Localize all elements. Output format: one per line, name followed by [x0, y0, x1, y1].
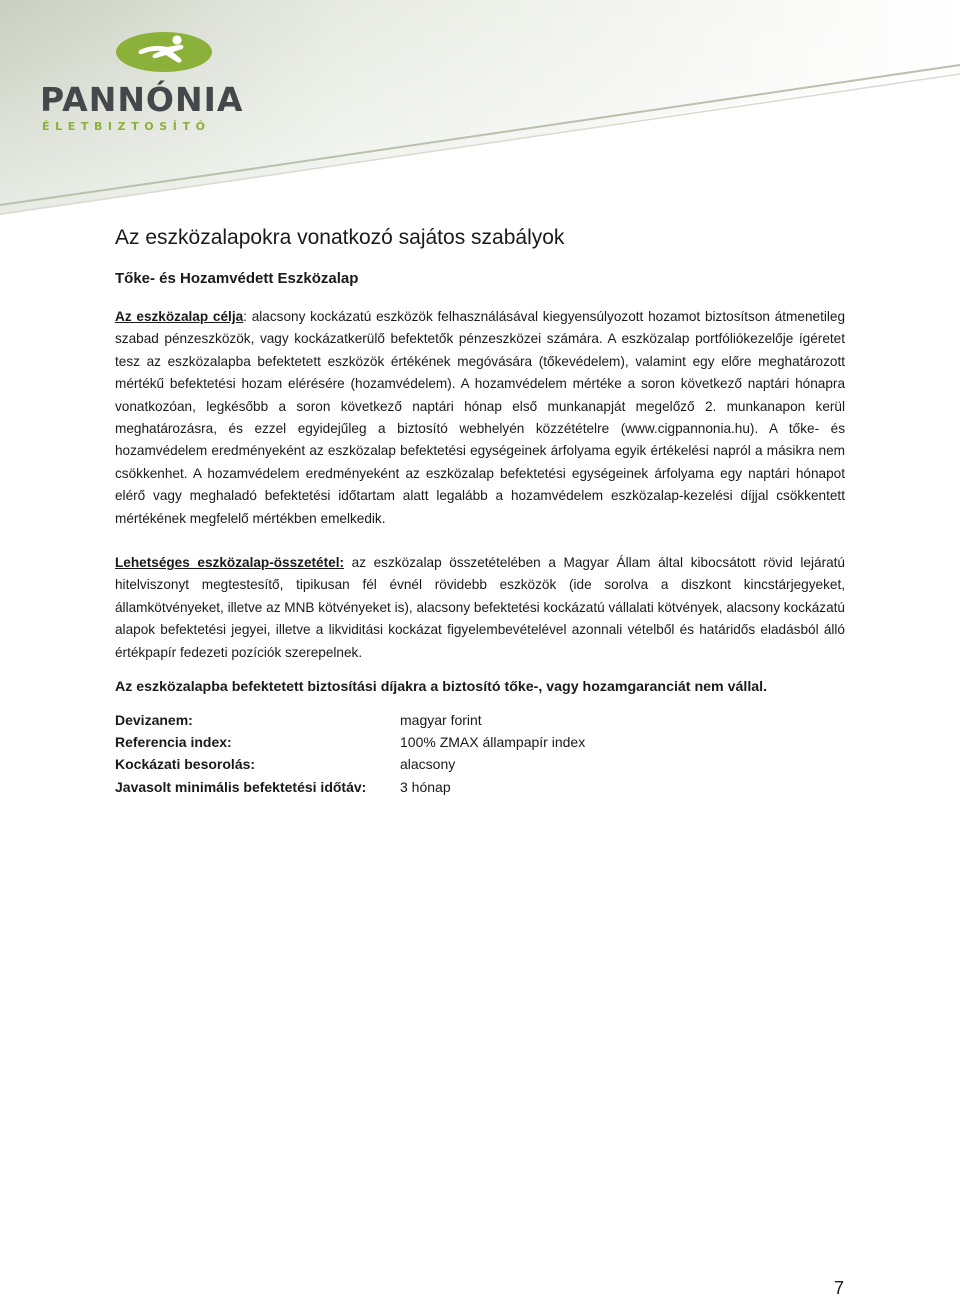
info-value: 3 hónap	[400, 778, 451, 795]
info-value: magyar forint	[400, 711, 482, 728]
purpose-paragraph	[115, 306, 845, 530]
document-body	[115, 226, 845, 798]
info-label: Kockázati besorolás:	[115, 756, 256, 773]
info-row-currency	[115, 709, 585, 731]
info-row-risk-class	[115, 753, 585, 775]
info-label: Referencia index:	[115, 733, 232, 750]
info-value: alacsony	[400, 756, 456, 773]
info-label: Devizanem:	[115, 711, 193, 728]
composition-paragraph	[115, 552, 845, 664]
company-logo	[36, 28, 276, 133]
composition-label: Lehetséges eszközalap-összetétel:	[115, 555, 344, 571]
logo-wordmark: PANNÓNIA	[40, 80, 244, 119]
info-value: 100% ZMAX állampapír index	[400, 733, 586, 750]
info-row-reference-index	[115, 731, 585, 753]
info-label: Javasolt minimális befektetési időtáv:	[115, 778, 367, 795]
purpose-label: Az eszközalap célja	[115, 309, 244, 324]
page-number: 7	[834, 1278, 845, 1298]
info-row-investment-horizon	[115, 776, 585, 798]
logo-tagline: ÉLETBIZTOSÍTÓ	[42, 120, 211, 133]
logo-emblem	[36, 28, 276, 88]
composition-text: az eszközalap összetételében a Magyar Állam által kibocsátott rövid lejáratú hitelviszonyt megtestesítő, tipikusan fél évnél rövidebb eszközök (ide sorolva a diszkont kincstárjegyeket, államkötvényeket, illetve az MNB kötvényeket is), alacsony befektetési kockázatú vállalati kötvények, alacsony kockázatú alapok befektetési jegyei, illetve a likviditási kockázat figyelembevételével azonnali vételből és határidős eladásból álló értékpapír fedezeti pozíciók szerepelnek.	[115, 555, 845, 660]
fund-name: Tőke- és Hozamvédett Eszközalap	[115, 270, 359, 287]
document-title: Az eszközalapokra vonatkozó sajátos szabályok	[115, 226, 565, 249]
fund-info-table	[115, 709, 585, 799]
guarantee-disclaimer: Az eszközalapba befektetett biztosítási díjakra a biztosító tőke-, vagy hozamgaranciát nem vállal.	[115, 679, 768, 696]
purpose-text: : alacsony kockázatú eszközök felhasználásával kiegyensúlyozott hozamot biztosítson átmenetileg szabad pénzeszközök, vagy kockázatkerülő befektetők pénzeszközei számára. A eszközalap portfóliókezelője ígéretet tesz az eszközalapba befektetett eszközök értékének megóvására (tőkevédelem), valamint egy előre meghatározott mértékű befektetési hozam elérésére (hozamvédelem). A hozamvédelem mértéke a soron következő naptári hónapra vonatkozóan, legkésőbb a soron következő naptári hónap első munkanapját megelőző 2. munkanapon kerül meghatározásra, és ezzel egyidejűleg a biztosító webhelyén közzétételre (www.cigpannonia.hu). A tőke- és hozamvédelem eredményeként az eszközalap befektetési egységeinek árfolyama egyik értékelési napról a másikra nem csökkenhet. A hozamvédelem eredményeként az eszközalap befektetési egységeinek árfolyama egy naptári hónapot elérő vagy meghaladó befektetési időtartam alatt legalább a hozamvédelem eszközalap-kezelési díjjal csökkentett mértékének megfelelő mértékben emelkedik.	[115, 309, 846, 526]
